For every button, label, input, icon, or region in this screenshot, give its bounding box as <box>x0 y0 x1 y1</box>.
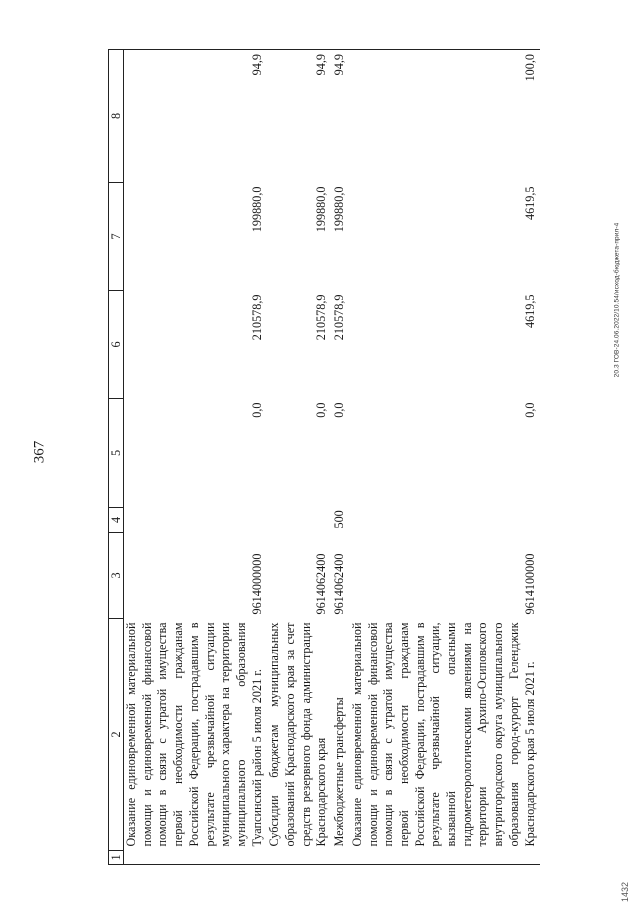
header-cell: 2 <box>109 619 124 851</box>
page-edge-number: 1432 <box>620 881 630 903</box>
row-value-col5: 0,0 <box>249 402 264 418</box>
row-code-cell: 9614062400 <box>314 553 329 615</box>
table-row <box>350 50 540 865</box>
header-row <box>109 50 124 865</box>
row-value-col7: 199880,0 <box>249 186 264 233</box>
table-row <box>124 50 268 865</box>
row-type-cell: 500 <box>332 510 347 529</box>
row-type-cell <box>350 508 540 533</box>
row-value-col5: 0,0 <box>332 402 347 418</box>
row-index-cell <box>350 851 540 865</box>
header-cell: 7 <box>109 183 124 291</box>
header-cell: 1 <box>109 851 124 865</box>
row-value-col6: 210578,9 <box>249 294 264 341</box>
header-cell: 3 <box>109 533 124 619</box>
row-value-col5: 0,0 <box>314 402 329 418</box>
row-name-cell: Оказание единовременной материальной помощи и единовременной финансовой помощи в связи с утратой имущества первой необходимости гражданам Российской Федерации, пострадавшим в результате чрезвычайной ситуации, вызванной опасными гидрометеорологическими явлениями на территории Архипо-Осиповского внутригородского округа муниципального образования город-курорт Геленджик Краснодарского края 5 июля 2021 г. <box>349 622 537 847</box>
header-cell: 4 <box>109 508 124 533</box>
row-value-col7: 199880,0 <box>332 186 347 233</box>
header-cell: 6 <box>109 291 124 399</box>
table-row <box>267 50 332 865</box>
row-type-cell <box>267 508 332 533</box>
row-index-cell <box>267 851 332 865</box>
table-row <box>332 50 350 865</box>
row-value-col6: 4619,5 <box>522 294 537 329</box>
row-name-cell: Межбюджетные трансферты <box>332 697 347 847</box>
row-name-cell: Субсидии бюджетам муниципальных образований Краснодарского края за счет средств резервного фонда администрации Краснодарского края <box>267 622 329 847</box>
row-code-cell: 9614000000 <box>249 553 264 615</box>
row-code-cell: 9614100000 <box>522 553 537 615</box>
budget-table <box>108 49 540 865</box>
row-value-col8: 94,9 <box>124 50 268 183</box>
row-value-col7: 4619,5 <box>522 186 537 221</box>
row-value-col8: 94,9 <box>267 50 332 183</box>
row-index-cell <box>124 851 268 865</box>
row-value-col8: 100,0 <box>350 50 540 183</box>
document-footer-code: 20.3 ГОВ-24.06.2022/10.54/исход-бюджета-прил-4 <box>613 222 621 378</box>
row-type-cell <box>124 508 268 533</box>
row-value-col8: 94,9 <box>332 50 350 183</box>
header-cell: 5 <box>109 399 124 508</box>
row-value-col5: 0,0 <box>522 402 537 418</box>
row-code-cell: 9614062400 <box>332 553 347 615</box>
row-index-cell <box>332 851 350 865</box>
table-frame <box>108 50 608 865</box>
row-value-col6: 210578,9 <box>314 294 329 341</box>
header-cell: 8 <box>109 50 124 183</box>
row-value-col7: 199880,0 <box>314 186 329 233</box>
row-value-col6: 210578,9 <box>332 294 347 341</box>
page-number: 367 <box>31 440 48 464</box>
row-name-cell: Оказание единовременной материальной помощи и единовременной финансовой помощи в связи с утратой имущества первой необходимости гражданам Российской Федерации, пострадавшим в результате чрезвычайной ситуации муниципального характера на территории муниципального образования Туапсинский район 5 июля 2021 г. <box>124 622 264 847</box>
